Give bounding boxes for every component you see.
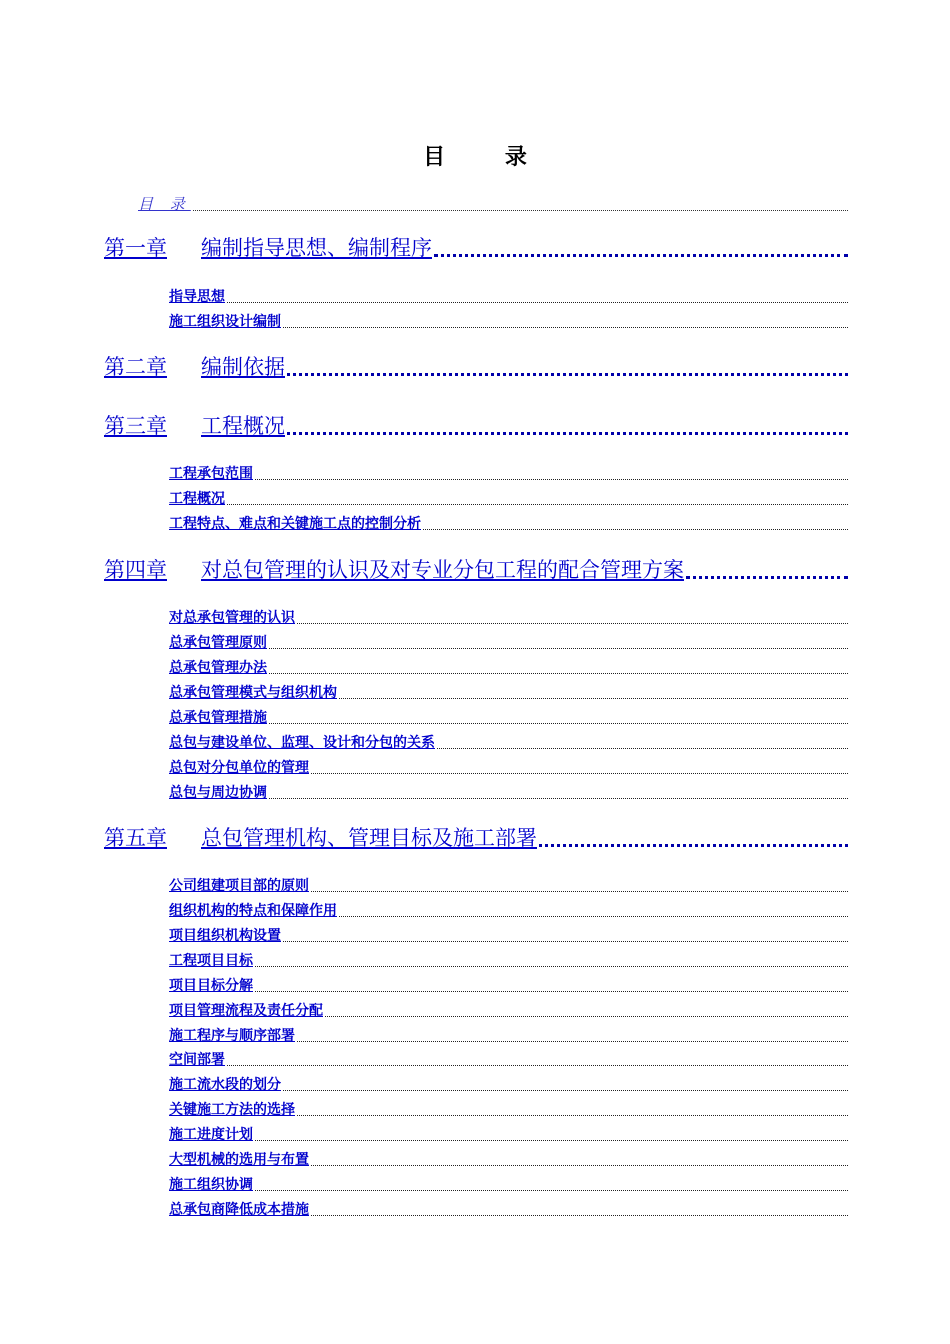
chapter-title: 对总包管理的认识及对专业分包工程的配合管理方案: [201, 558, 684, 582]
chapter-title: 工程概况: [201, 414, 285, 438]
dot-leader: [311, 891, 848, 892]
section-link[interactable]: 施工程序与顺序部署: [169, 1028, 295, 1044]
dot-leader: [255, 991, 848, 992]
section-link[interactable]: 总承包管理办法: [169, 660, 267, 676]
dot-leader: [311, 1215, 848, 1216]
dot-leader: [539, 844, 848, 847]
section-link[interactable]: 总承包商降低成本措施: [169, 1202, 309, 1218]
section-link[interactable]: 大型机械的选用与布置: [169, 1152, 309, 1168]
dot-leader: [434, 254, 848, 257]
toc-section[interactable]: [169, 950, 848, 970]
section-link[interactable]: 施工流水段的划分: [169, 1077, 281, 1093]
chapter-title: 总包管理机构、管理目标及施工部署: [201, 826, 537, 850]
dot-leader: [227, 504, 848, 505]
toc-section[interactable]: [169, 682, 848, 702]
toc-section[interactable]: [169, 1199, 848, 1219]
dot-leader: [325, 1016, 848, 1017]
chapter-number: 第三章: [104, 414, 167, 438]
dot-leader: [255, 1140, 848, 1141]
dot-leader: [269, 723, 848, 724]
toc-section[interactable]: [169, 782, 848, 802]
toc-chapter-1[interactable]: [104, 232, 848, 262]
section-link[interactable]: 总包与周边协调: [169, 785, 267, 801]
section-link[interactable]: 项目组织机构设置: [169, 928, 281, 944]
toc-section[interactable]: [169, 1124, 848, 1144]
toc-section[interactable]: [169, 1025, 848, 1045]
dot-leader: [339, 698, 848, 699]
toc-section[interactable]: [169, 513, 848, 533]
toc-section[interactable]: [169, 1149, 848, 1169]
section-link[interactable]: 施工组织协调: [169, 1177, 253, 1193]
toc-chapter-5[interactable]: [104, 822, 848, 852]
chapter-link[interactable]: [104, 554, 684, 584]
chapter-link[interactable]: [104, 351, 285, 381]
dot-leader: [269, 648, 848, 649]
dot-leader: [437, 748, 848, 749]
section-link[interactable]: 总包对分包单位的管理: [169, 760, 309, 776]
toc-section[interactable]: [169, 1000, 848, 1020]
section-link[interactable]: 施工组织设计编制: [169, 314, 281, 330]
section-link[interactable]: 项目目标分解: [169, 978, 253, 994]
section-link[interactable]: 组织机构的特点和保障作用: [169, 903, 337, 919]
toc-section[interactable]: [169, 925, 848, 945]
dot-leader: [269, 798, 848, 799]
dot-leader: [283, 327, 848, 328]
section-link[interactable]: 公司组建项目部的原则: [169, 878, 309, 894]
toc-section[interactable]: [169, 900, 848, 920]
toc-section[interactable]: [169, 732, 848, 752]
chapter-link[interactable]: [104, 410, 285, 440]
dot-leader: [339, 916, 848, 917]
dot-leader: [193, 210, 848, 211]
section-link[interactable]: 工程概况: [169, 491, 225, 507]
chapter-link[interactable]: [104, 232, 432, 262]
chapter-link[interactable]: [104, 822, 537, 852]
chapter-number: 第五章: [104, 826, 167, 850]
toc-section[interactable]: [169, 632, 848, 652]
toc-section[interactable]: [169, 607, 848, 627]
section-link[interactable]: 项目管理流程及责任分配: [169, 1003, 323, 1019]
dot-leader: [227, 302, 848, 303]
dot-leader: [297, 1115, 848, 1116]
toc-section[interactable]: [169, 311, 848, 331]
toc-chapter-4[interactable]: [104, 554, 848, 584]
section-link[interactable]: 施工进度计划: [169, 1127, 253, 1143]
section-link[interactable]: 总承包管理原则: [169, 635, 267, 651]
chapter-number: 第二章: [104, 355, 167, 379]
dot-leader: [269, 673, 848, 674]
section-link[interactable]: 总承包管理措施: [169, 710, 267, 726]
section-link[interactable]: 工程特点、难点和关键施工点的控制分析: [169, 516, 421, 532]
dot-leader: [423, 529, 848, 530]
toc-entry-label[interactable]: 目 录: [138, 195, 191, 213]
dot-leader: [283, 941, 848, 942]
dot-leader: [311, 773, 848, 774]
dot-leader: [287, 432, 848, 435]
dot-leader: [297, 1041, 848, 1042]
toc-chapter-2[interactable]: [104, 351, 848, 381]
toc-section[interactable]: [169, 1049, 848, 1069]
toc-section[interactable]: [169, 657, 848, 677]
section-link[interactable]: 指导思想: [169, 289, 225, 305]
dot-leader: [255, 966, 848, 967]
dot-leader: [255, 1190, 848, 1191]
toc-section[interactable]: [169, 875, 848, 895]
section-link[interactable]: 对总承包管理的认识: [169, 610, 295, 626]
toc-section[interactable]: [169, 1074, 848, 1094]
dot-leader: [297, 623, 848, 624]
chapter-title: 编制依据: [201, 355, 285, 379]
dot-leader: [283, 1090, 848, 1091]
dot-leader: [311, 1165, 848, 1166]
toc-section[interactable]: [169, 463, 848, 483]
section-link[interactable]: 工程项目目标: [169, 953, 253, 969]
chapter-number: 第四章: [104, 558, 167, 582]
toc-chapter-3[interactable]: [104, 410, 848, 440]
dot-leader: [287, 373, 848, 376]
toc-section[interactable]: [169, 1099, 848, 1119]
toc-section[interactable]: [169, 286, 848, 306]
chapter-title: 编制指导思想、编制程序: [201, 236, 432, 260]
section-link[interactable]: 关键施工方法的选择: [169, 1102, 295, 1118]
toc-section[interactable]: [169, 975, 848, 995]
page-title: 目 录: [423, 144, 553, 170]
chapter-number: 第一章: [104, 236, 167, 260]
section-link[interactable]: 工程承包范围: [169, 466, 253, 482]
section-link[interactable]: 空间部署: [169, 1052, 225, 1068]
toc-entry-contents[interactable]: [138, 192, 848, 214]
dot-leader: [227, 1065, 848, 1066]
toc-section[interactable]: [169, 1174, 848, 1194]
dot-leader: [255, 479, 848, 480]
toc-section[interactable]: [169, 707, 848, 727]
section-link[interactable]: 总承包管理模式与组织机构: [169, 685, 337, 701]
toc-section[interactable]: [169, 488, 848, 508]
section-link[interactable]: 总包与建设单位、监理、设计和分包的关系: [169, 735, 435, 751]
toc-section[interactable]: [169, 757, 848, 777]
dot-leader: [686, 576, 848, 579]
